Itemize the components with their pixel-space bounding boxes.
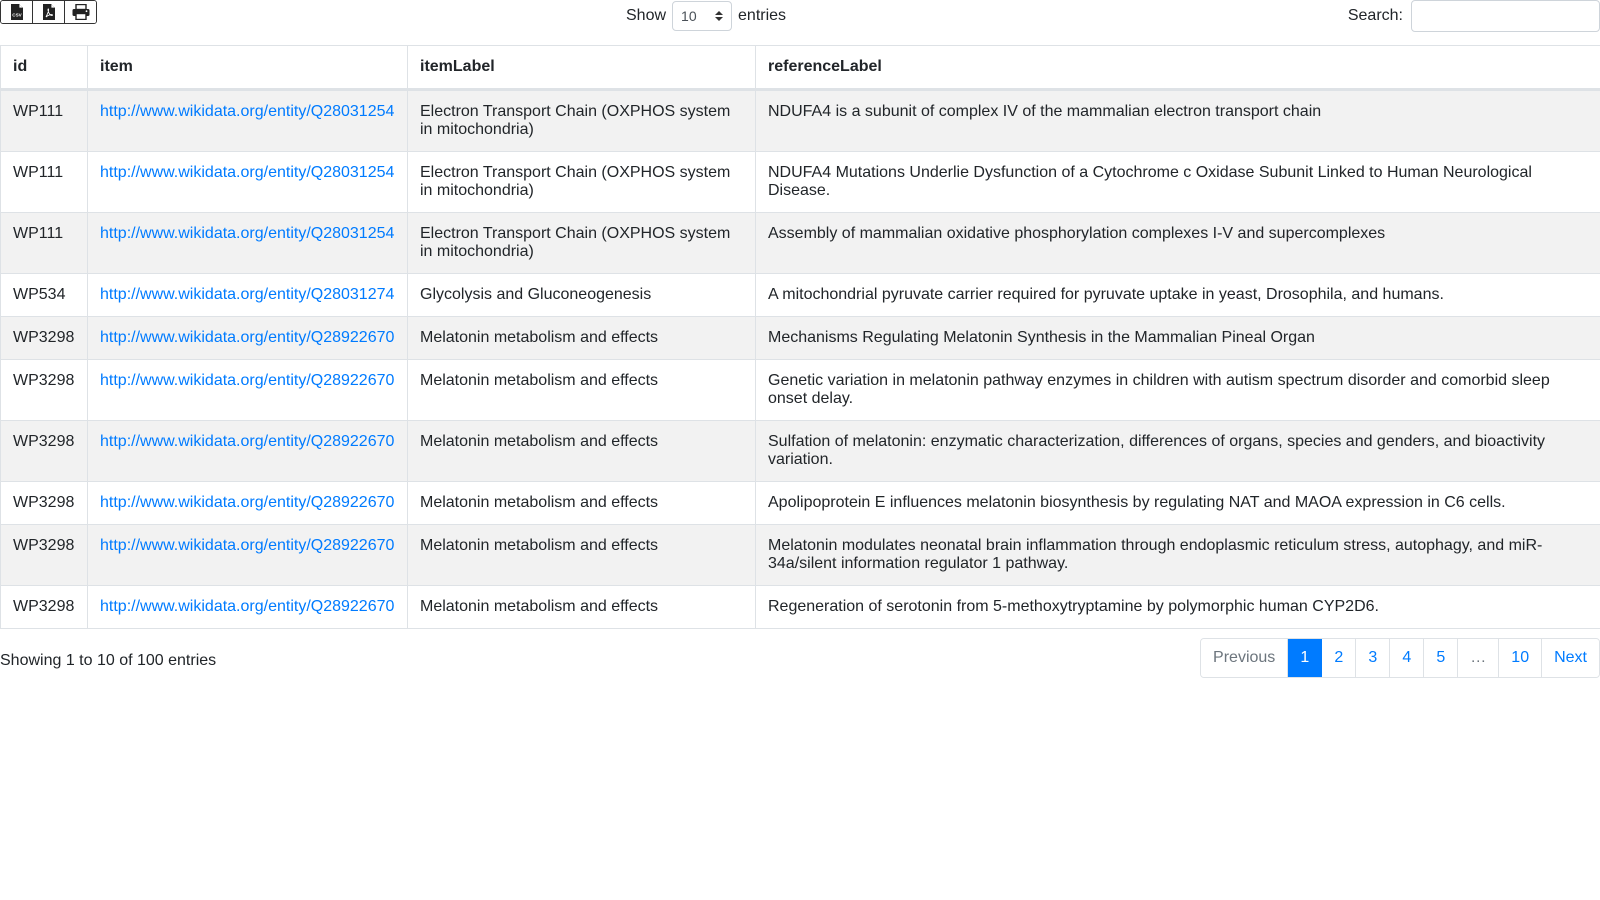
item-link[interactable]: http://www.wikidata.org/entity/Q28922670 (100, 537, 395, 554)
table-row (1, 317, 1600, 360)
cell-item (88, 482, 408, 525)
cell-itemlabel: Electron Transport Chain (OXPHOS system in mitochondria) (408, 90, 756, 152)
cell-id: WP3298 (1, 482, 88, 525)
cell-id: WP534 (1, 274, 88, 317)
table-row (1, 525, 1600, 586)
item-link[interactable]: http://www.wikidata.org/entity/Q28922670 (100, 598, 395, 615)
page-button-10[interactable]: 10 (1499, 639, 1542, 677)
cell-referencelabel: Sulfation of melatonin: enzymatic characterization, differences of organs, species and genders, and bioactivity variation. (756, 421, 1600, 482)
cell-item (88, 317, 408, 360)
cell-referencelabel: Assembly of mammalian oxidative phosphorylation complexes I-V and supercomplexes (756, 213, 1600, 274)
cell-id: WP3298 (1, 586, 88, 629)
search-label: Search: (1347, 7, 1403, 24)
cell-id: WP111 (1, 90, 88, 152)
column-header-id[interactable]: id (1, 46, 88, 90)
cell-itemlabel: Glycolysis and Gluconeogenesis (408, 274, 756, 317)
cell-itemlabel: Melatonin metabolism and effects (408, 586, 756, 629)
cell-referencelabel: NDUFA4 is a subunit of complex IV of the mammalian electron transport chain (756, 90, 1600, 152)
pagination-ellipsis: … (1458, 639, 1499, 677)
table-info: Showing 1 to 10 of 100 entries (0, 652, 217, 669)
cell-referencelabel: NDUFA4 Mutations Underlie Dysfunction of a Cytochrome c Oxidase Subunit Linked to Human Neurological Disease. (756, 152, 1600, 213)
page-button-5[interactable]: 5 (1424, 639, 1458, 677)
column-header-item[interactable]: item (88, 46, 408, 90)
table-row (1, 360, 1600, 421)
item-link[interactable]: http://www.wikidata.org/entity/Q28031254 (100, 225, 395, 242)
cell-item (88, 90, 408, 152)
pdf-file-icon (42, 4, 56, 20)
column-header-itemlabel[interactable]: itemLabel (408, 46, 756, 90)
cell-id: WP3298 (1, 360, 88, 421)
next-page-button[interactable]: Next (1542, 639, 1599, 677)
cell-id: WP111 (1, 213, 88, 274)
table-row (1, 152, 1600, 213)
table-row (1, 586, 1600, 629)
item-link[interactable]: http://www.wikidata.org/entity/Q28031254 (100, 103, 395, 120)
cell-id: WP3298 (1, 317, 88, 360)
cell-itemlabel: Melatonin metabolism and effects (408, 525, 756, 586)
cell-item (88, 586, 408, 629)
item-link[interactable]: http://www.wikidata.org/entity/Q28031274 (100, 286, 395, 303)
show-label: Show (626, 7, 667, 24)
csv-file-icon (10, 4, 24, 20)
cell-itemlabel: Melatonin metabolism and effects (408, 360, 756, 421)
cell-id: WP3298 (1, 525, 88, 586)
cell-id: WP3298 (1, 421, 88, 482)
cell-item (88, 152, 408, 213)
search-control (1348, 0, 1600, 32)
item-link[interactable]: http://www.wikidata.org/entity/Q28922670 (100, 494, 395, 511)
previous-page-button[interactable]: Previous (1201, 639, 1288, 677)
item-link[interactable]: http://www.wikidata.org/entity/Q28031254 (100, 164, 395, 181)
select-arrows-icon (715, 11, 723, 21)
table-row (1, 90, 1600, 152)
page-length-value: 10 (681, 8, 697, 24)
cell-itemlabel: Electron Transport Chain (OXPHOS system in mitochondria) (408, 152, 756, 213)
item-link[interactable]: http://www.wikidata.org/entity/Q28922670 (100, 329, 395, 346)
cell-item (88, 360, 408, 421)
page-button-2[interactable]: 2 (1322, 639, 1356, 677)
table-header (1, 46, 1600, 90)
pdf-export-button[interactable] (33, 1, 65, 23)
page-button-4[interactable]: 4 (1390, 639, 1424, 677)
cell-referencelabel: Genetic variation in melatonin pathway enzymes in children with autism spectrum disorder and comorbid sleep onset delay. (756, 360, 1600, 421)
header-row (1, 46, 1600, 90)
cell-itemlabel: Melatonin metabolism and effects (408, 482, 756, 525)
print-icon (72, 4, 90, 20)
cell-referencelabel: A mitochondrial pyruvate carrier required for pyruvate uptake in yeast, Drosophila, and humans. (756, 274, 1600, 317)
search-input[interactable] (1411, 0, 1600, 32)
page-length-select[interactable] (672, 1, 732, 31)
cell-id: WP111 (1, 152, 88, 213)
item-link[interactable]: http://www.wikidata.org/entity/Q28922670 (100, 372, 395, 389)
cell-item (88, 421, 408, 482)
entries-label: entries (738, 7, 787, 24)
page-button-3[interactable]: 3 (1356, 639, 1390, 677)
csv-icon-text: CSV (11, 12, 22, 18)
export-toolbar (0, 0, 97, 24)
cell-referencelabel: Apolipoprotein E influences melatonin biosynthesis by regulating NAT and MAOA expression in C6 cells. (756, 482, 1600, 525)
table-row (1, 482, 1600, 525)
table-row (1, 274, 1600, 317)
cell-referencelabel: Regeneration of serotonin from 5-methoxytryptamine by polymorphic human CYP2D6. (756, 586, 1600, 629)
print-button[interactable] (65, 1, 96, 23)
cell-item (88, 213, 408, 274)
cell-item (88, 274, 408, 317)
page-length-control (626, 0, 786, 32)
cell-item (88, 525, 408, 586)
table-body (1, 90, 1600, 629)
cell-referencelabel: Mechanisms Regulating Melatonin Synthesis in the Mammalian Pineal Organ (756, 317, 1600, 360)
cell-itemlabel: Electron Transport Chain (OXPHOS system in mitochondria) (408, 213, 756, 274)
csv-export-button[interactable] (1, 1, 33, 23)
cell-itemlabel: Melatonin metabolism and effects (408, 317, 756, 360)
pagination (1200, 638, 1600, 678)
column-header-referencelabel[interactable]: referenceLabel (756, 46, 1600, 90)
cell-referencelabel: Melatonin modulates neonatal brain inflammation through endoplasmic reticulum stress, autophagy, and miR-34a/silent information regulator 1 pathway. (756, 525, 1600, 586)
table-row (1, 421, 1600, 482)
item-link[interactable]: http://www.wikidata.org/entity/Q28922670 (100, 433, 395, 450)
page-button-1[interactable]: 1 (1288, 639, 1322, 677)
cell-itemlabel: Melatonin metabolism and effects (408, 421, 756, 482)
table-row (1, 213, 1600, 274)
results-table (0, 45, 1600, 629)
